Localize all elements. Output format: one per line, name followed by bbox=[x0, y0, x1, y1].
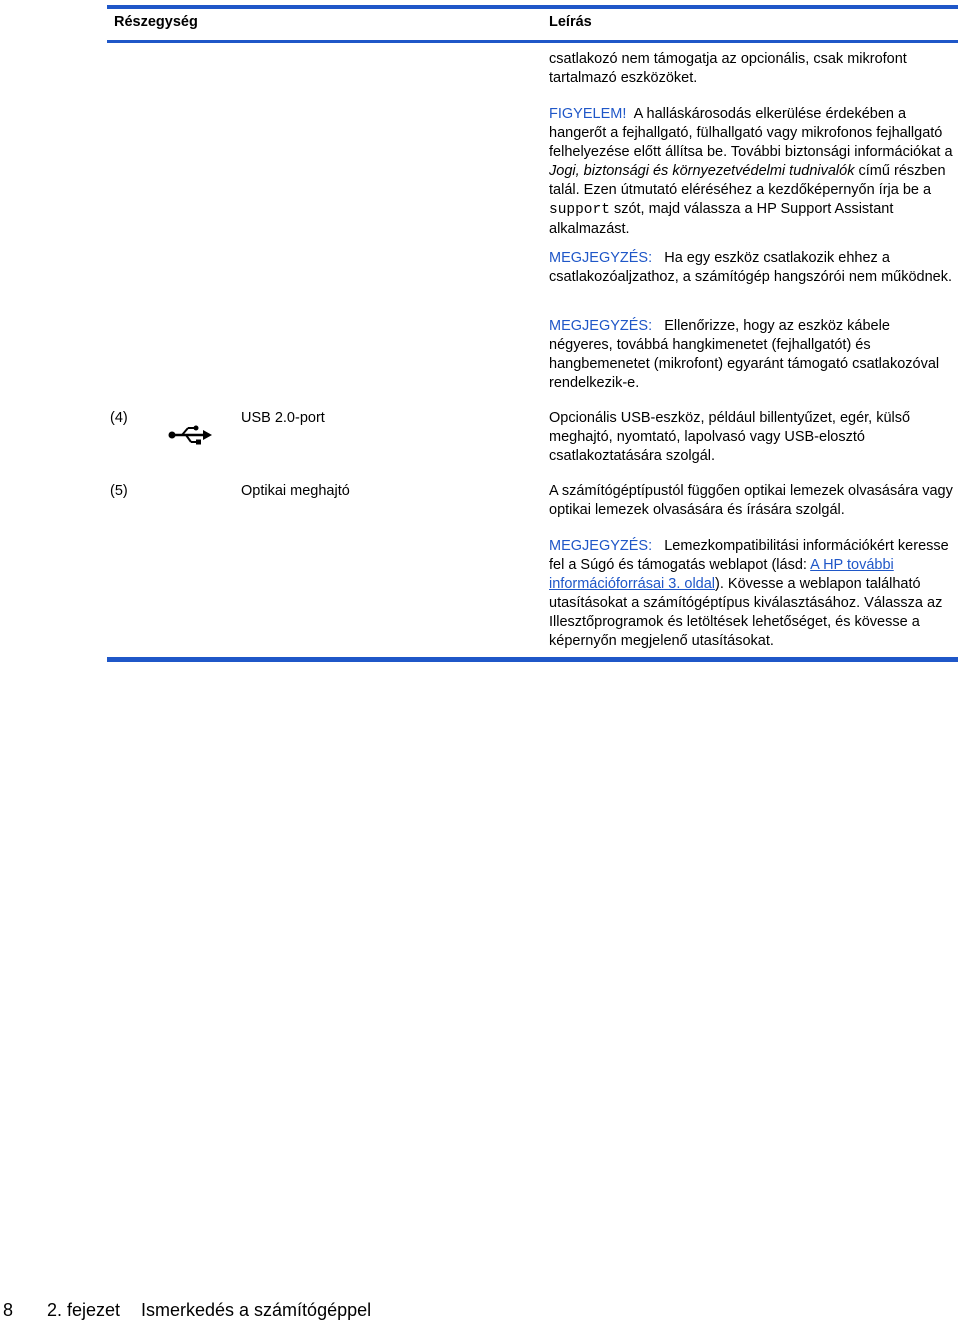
component-name: USB 2.0-port bbox=[241, 410, 325, 426]
row-number: (5) bbox=[110, 483, 128, 499]
warning-text: A halláskárosodás elkerülése érdekében a hangerőt a fejhallgató, fülhallgató vagy mikrofonos fejhallgató felhelyezése előtt állítsa be. További biztonsági információkat a bbox=[549, 106, 953, 160]
component-name: Optikai meghajtó bbox=[241, 483, 350, 499]
usb-icon bbox=[168, 424, 214, 446]
warning-doc-title: Jogi, biztonsági és környezetvédelmi tudnivalók bbox=[549, 163, 855, 179]
note-label: MEGJEGYZÉS: bbox=[549, 318, 653, 334]
note-block-3: MEGJEGYZÉS: Lemezkompatibilitási információkért keresse fel a Súgó és támogatás weblapot (lásd: A HP további információforrásai 3. oldal). Kövesse a weblapon található utasításokat a számítógéptípus kiválasztásához. Válassza az Illesztőprogramok és letöltések lehetőséget, és kövesse a képernyőn megjelenő utasításokat. bbox=[549, 538, 949, 649]
row-description: A számítógéptípustól függően optikai lemezek olvasására vagy optikai lemezek olvasására és írására szolgál. bbox=[549, 483, 953, 518]
cross-reference-link[interactable]: A HP további információforrásai 3. oldal bbox=[549, 557, 894, 592]
row-number: (4) bbox=[110, 410, 128, 426]
warning-label: FIGYELEM! bbox=[549, 106, 627, 122]
column-header-component: Részegység bbox=[114, 14, 198, 30]
note-label: MEGJEGYZÉS: bbox=[549, 538, 653, 554]
note-text: Ha egy eszköz csatlakozik ehhez a csatlakozóaljzathoz, a számítógép hangszórói nem működnek. bbox=[549, 250, 952, 285]
continued-description bbox=[549, 50, 954, 88]
menu-option-name: Illesztőprogramok és letöltések bbox=[549, 614, 749, 630]
header-rule bbox=[107, 40, 958, 43]
support-keyword: support bbox=[549, 202, 610, 218]
chapter-number: 2. fejezet bbox=[47, 1300, 121, 1320]
table-bottom-rule bbox=[107, 657, 958, 662]
column-header-description: Leírás bbox=[549, 14, 592, 30]
support-app-name: HP Support Assistant bbox=[756, 201, 894, 217]
continued-text: csatlakozó nem támogatja az opcionális, csak mikrofont tartalmazó eszközöket. bbox=[549, 51, 907, 86]
note-text: Ellenőrizze, hogy az eszköz kábele négyeres, továbbá hangkimenetet (fejhallgatót) és hangbemenetet (mikrofont) egyaránt támogató csatlakozóval rendelkezik-e. bbox=[549, 318, 940, 391]
warning-block: FIGYELEM! A halláskárosodás elkerülése érdekében a hangerőt a fejhallgató, fülhallgató vagy mikrofonos fejhallgató felhelyezése előtt állítsa be. További biztonsági információkat a Jogi, biztonsági és környezetvédelmi tudnivalók című részben talál. Ezen útmutató eléréséhez a kezdőképernyőn írja be a support szót, majd válassza a HP Support Assistant alkalmazást. bbox=[549, 106, 953, 237]
note-block-1 bbox=[549, 249, 954, 287]
note-block-2 bbox=[549, 317, 954, 393]
note-label: MEGJEGYZÉS: bbox=[549, 250, 653, 266]
page-number: 8 bbox=[3, 1300, 14, 1320]
table-top-rule bbox=[107, 5, 958, 9]
chapter-title: Ismerkedés a számítógéppel bbox=[141, 1300, 372, 1320]
row-description: Opcionális USB-eszköz, például billentyűzet, egér, külső meghajtó, nyomtató, lapolvasó vagy USB-elosztó csatlakoztatására szolgál. bbox=[549, 410, 911, 464]
